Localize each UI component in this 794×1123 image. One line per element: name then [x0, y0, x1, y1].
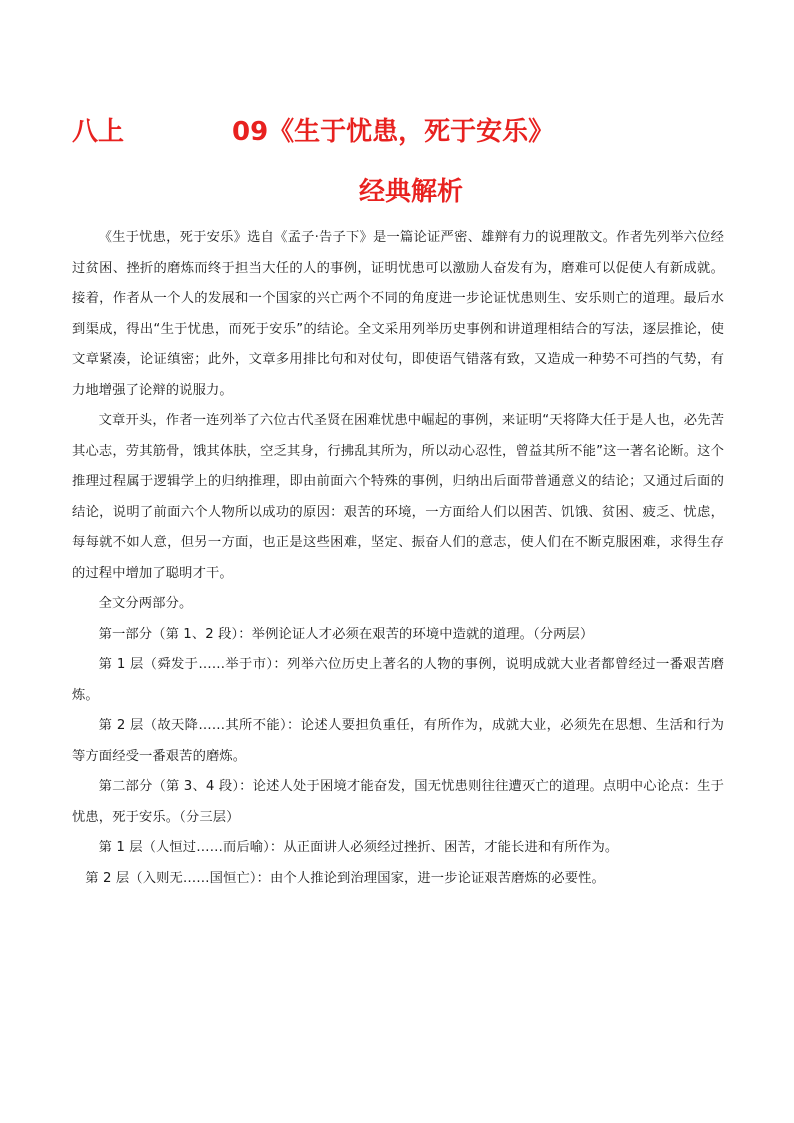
paragraph-part-two-layer-one: 第 1 层（人恒过……而后喻）：从正面讲人必须经过挫折、困苦，才能长进和有所作为。 [98, 840, 619, 855]
paragraph-part-one: 第一部分（第 1、2 段）：举例论证人才必须在艰苦的环境中造就的道理。（分两层） [98, 626, 594, 642]
paragraph-structure: 全文分两部分。 [98, 596, 193, 611]
paragraph-opening: 文章开头，作者一连列举了六位古代圣贤在困难忧患中崛起的事例，来证明“天将降大任于是人也，必先苦其心志，劳其筋骨，饿其体肤，空乏其身，行拂乱其所为，所以动心忍性，曾益其所不能”这一著名论断。这个推理过程属于逻辑学上的归纳推理，即由前面六个特殊的事例，归纳出后面带普通意义的结论；又通过后面的结论，说明了前面六个人物所以成功的原因：艰苦的环境，一方面给人们以困苦、饥饿、贫困、疲乏、忧虑，每每就不如人意，但另一方面，也正是这些困难，坚定、振奋人们的意志，使人们在不断克服困难，求得生存的过程中增加了聪明才干。 [72, 413, 724, 581]
analysis-body [72, 223, 724, 894]
paragraph-part-two-layer-two: 第 2 层（入则无……国恒亡）：由个人推论到治理国家，进一步论证艰苦磨炼的必要性。 [85, 870, 605, 886]
grade-label: 八上 [72, 117, 125, 147]
paragraph-part-two: 第二部分（第 3、4 段）：论述人处于困境才能奋发，国无忧患则往往遭灭亡的道理。点明中心论点：生于忧患，死于安乐。（分三层） [72, 779, 724, 825]
paragraph-part-one-layer-two: 第 2 层（故天降……其所不能）：论述人要担负重任，有所作为，成就大业，必须先在思想、生活和行为等方面经受一番艰苦的磨炼。 [72, 718, 724, 764]
paragraph-intro: 《生于忧患，死于安乐》选自《孟子·告子下》是一篇论证严密、雄辩有力的说理散文。作者先列举六位经过贫困、挫折的磨炼而终于担当大任的人的事例，证明忧患可以激励人奋发有为，磨难可以促使人有新成就。接着，作者从一个人的发展和一个国家的兴亡两个不同的角度进一步论证忧患则生、安乐则亡的道理。最后水到渠成，得出“生于忧患，而死于安乐”的结论。全文采用列举历史事例和讲道理相结合的写法，逐层推论，使文章紧凑，论证缜密；此外，文章多用排比句和对仗句，即使语气错落有致，又造成一种势不可挡的气势，有力地增强了论辩的说服力。 [72, 230, 724, 398]
lesson-title: 09《生于忧患，死于安乐》 [232, 117, 555, 147]
paragraph-part-one-layer-one: 第 1 层（舜发于……举于市）：列举六位历史上著名的人物的事例，说明成就大业者都曾经过一番艰苦磨炼。 [72, 657, 724, 703]
document-title [72, 112, 732, 152]
section-heading: 经典解析 [358, 177, 463, 207]
